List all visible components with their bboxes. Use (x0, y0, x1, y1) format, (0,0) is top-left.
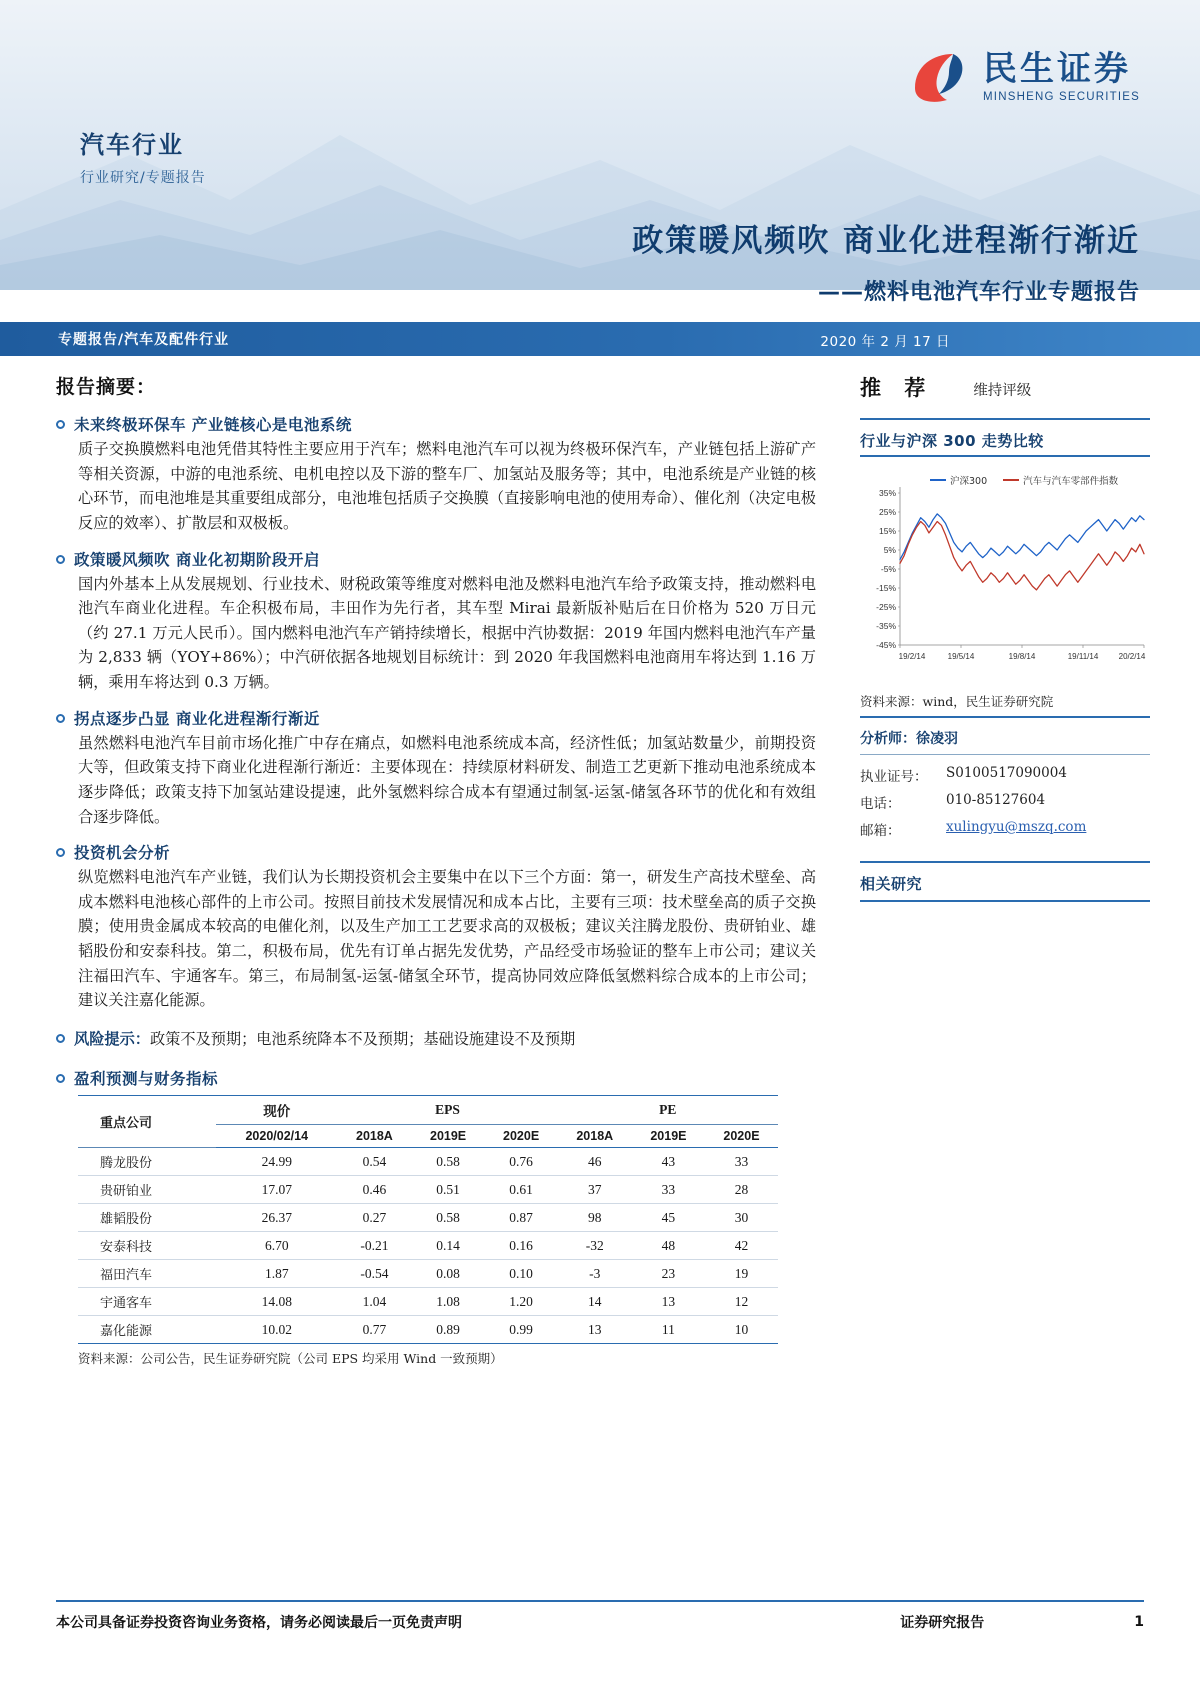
report-meta-bar (0, 322, 1200, 356)
risk-text: 政策不及预期；电池系统降本不及预期；基础设施建设不及预期 (149, 1029, 576, 1048)
summary-column (56, 372, 816, 1379)
meta-date: 2020 年 2 月 17 日 (820, 334, 950, 350)
cell-price: 14.08 (216, 1288, 337, 1316)
field-license (860, 765, 1150, 785)
svg-text:-25%: -25% (876, 602, 896, 612)
chart-panel-title: 行业与沪深 300 走势比较 (860, 432, 1044, 450)
cell-company: 福田汽车 (78, 1260, 216, 1288)
meta-category: 专题报告/汽车及配件行业 (58, 332, 230, 348)
svg-text:35%: 35% (878, 488, 896, 498)
cell-pe-2019e: 23 (632, 1260, 705, 1288)
th-eps-2019e: 2019E (412, 1125, 485, 1148)
sidebar-column (860, 372, 1150, 912)
cell-pe-2018a: 46 (558, 1148, 632, 1176)
cell-pe-2019e: 48 (632, 1232, 705, 1260)
brand-name-cn: 民生证券 (983, 49, 1132, 90)
cell-price: 10.02 (216, 1316, 337, 1344)
chart-source: 资料来源：wind，民生证券研究院 (860, 694, 1054, 709)
cell-pe-2019e: 13 (632, 1288, 705, 1316)
related-research-title: 相关研究 (860, 875, 923, 893)
cell-pe-2019e: 43 (632, 1148, 705, 1176)
summary-item (56, 707, 816, 830)
email-link[interactable]: xulingyu@mszq.com (946, 819, 1087, 835)
company-logo (909, 48, 1140, 108)
svg-text:-35%: -35% (876, 621, 896, 631)
cell-company: 宇通客车 (78, 1288, 216, 1316)
cell-pe-2018a: 98 (558, 1204, 632, 1232)
th-eps-2018a: 2018A (337, 1125, 411, 1148)
cell-pe-2020e: 10 (705, 1316, 778, 1344)
cell-eps-2019e: 0.08 (412, 1260, 485, 1288)
analyst-name: 分析师：徐凌羽 (860, 731, 958, 747)
svg-text:-5%: -5% (880, 564, 896, 574)
cell-price: 6.70 (216, 1232, 337, 1260)
table-row (78, 1316, 778, 1344)
fin-table-section (56, 1067, 816, 1367)
risk-item (56, 1027, 816, 1051)
cell-eps-2019e: 0.89 (412, 1316, 485, 1344)
cell-pe-2020e: 30 (705, 1204, 778, 1232)
summary-item (56, 413, 816, 536)
cell-company: 嘉化能源 (78, 1316, 216, 1344)
th-price-date: 2020/02/14 (216, 1125, 337, 1148)
cell-price: 26.37 (216, 1204, 337, 1232)
cell-pe-2020e: 33 (705, 1148, 778, 1176)
divider (860, 418, 1150, 420)
table-row (78, 1204, 778, 1232)
cell-pe-2018a: -32 (558, 1232, 632, 1260)
summary-item-title: 投资机会分析 (74, 844, 171, 863)
cell-company: 安泰科技 (78, 1232, 216, 1260)
chart-svg (860, 467, 1150, 682)
risk-label: 风险提示： (74, 1029, 150, 1048)
cell-price: 24.99 (216, 1148, 337, 1176)
svg-text:15%: 15% (878, 526, 896, 536)
cell-eps-2019e: 0.58 (412, 1148, 485, 1176)
page-number: 1 (1134, 1614, 1144, 1630)
field-value: 010-85127604 (946, 792, 1046, 808)
cell-eps-2018a: 0.77 (337, 1316, 411, 1344)
table-row (78, 1288, 778, 1316)
bullet-dot-icon (56, 1074, 65, 1083)
th-price: 现价 (216, 1096, 337, 1125)
rating-value: 维持评级 (973, 383, 1032, 399)
field-email (860, 819, 1150, 839)
cell-eps-2018a: -0.21 (337, 1232, 411, 1260)
rating-row (860, 372, 1150, 412)
cell-eps-2019e: 0.51 (412, 1176, 485, 1204)
th-pe-2018a: 2018A (558, 1125, 632, 1148)
summary-item-body: 虽然燃料电池汽车目前市场化推广中存在痛点，如燃料电池系统成本高，经济性低；加氢站数量少，前期投资大等，但政策支持下商业化进程渐行渐近：主要体现在：持续原材料研发、制造工艺更新下推动电池系统成本逐步降低；政策支持下加氢站建设提速，此外氢燃料综合成本有望通过制氢-运氢-储氢各环节的优化和有效组合逐步降低。 (78, 733, 816, 826)
bullet-dot-icon (56, 555, 65, 564)
th-pe: PE (558, 1096, 778, 1125)
cell-eps-2020e: 0.87 (485, 1204, 558, 1232)
table-row (78, 1232, 778, 1260)
svg-text:-15%: -15% (876, 583, 896, 593)
index-comparison-chart (860, 467, 1150, 682)
cell-pe-2018a: -3 (558, 1260, 632, 1288)
divider (860, 900, 1150, 902)
cell-eps-2019e: 0.14 (412, 1232, 485, 1260)
fin-table-source: 资料来源：公司公告，民生证券研究院（公司 EPS 均采用 Wind 一致预期） (78, 1351, 503, 1367)
cell-eps-2018a: 1.04 (337, 1288, 411, 1316)
summary-item (56, 841, 816, 1013)
svg-text:-45%: -45% (876, 640, 896, 650)
rating-label: 推 荐 (860, 376, 934, 400)
footer-disclaimer: 本公司具备证券投资咨询业务资格，请务必阅读最后一页免责声明 (56, 1615, 462, 1631)
summary-item-title: 未来终极环保车 产业链核心是电池系统 (74, 416, 352, 434)
cell-pe-2020e: 28 (705, 1176, 778, 1204)
cell-pe-2020e: 19 (705, 1260, 778, 1288)
cell-eps-2020e: 0.10 (485, 1260, 558, 1288)
cell-pe-2018a: 14 (558, 1288, 632, 1316)
th-pe-2019e: 2019E (632, 1125, 705, 1148)
cell-pe-2018a: 37 (558, 1176, 632, 1204)
summary-item-body: 质子交换膜燃料电池凭借其特性主要应用于汽车；燃料电池汽车可以视为终极环保汽车，产业链包括上游矿产等相关资源，中游的电池系统、电机电控以及下游的整车厂、加氢站及服务等；其中，电池系统是产业链的核心环节，而电池堆是其重要组成部分，电池堆包括质子交换膜（直接影响电池的使用寿命）、催化剂（决定电极反应的效率）、扩散层和双极板。 (78, 440, 816, 532)
table-row (78, 1260, 778, 1288)
divider (860, 754, 1150, 755)
field-value: S0100517090004 (946, 765, 1067, 781)
cell-eps-2018a: 0.54 (337, 1148, 411, 1176)
bullet-dot-icon (56, 420, 65, 429)
cell-pe-2018a: 13 (558, 1316, 632, 1344)
svg-text:19/2/14: 19/2/14 (898, 652, 926, 661)
summary-item-title: 政策暖风频吹 商业化初期阶段开启 (74, 550, 320, 569)
chart-legend (930, 473, 1118, 487)
footer-divider (56, 1600, 1144, 1602)
summary-item (56, 548, 816, 695)
footer-doc-type: 证券研究报告 (900, 1615, 985, 1631)
cell-company: 腾龙股份 (78, 1148, 216, 1176)
cell-eps-2020e: 0.16 (485, 1232, 558, 1260)
cell-pe-2019e: 33 (632, 1176, 705, 1204)
table-row (78, 1148, 778, 1176)
report-subtitle: ——燃料电池汽车行业专题报告 (817, 280, 1140, 305)
th-eps: EPS (337, 1096, 557, 1125)
cell-eps-2019e: 0.58 (412, 1204, 485, 1232)
logo-mark-icon (909, 48, 969, 108)
bullet-dot-icon (56, 714, 65, 723)
table-row (78, 1176, 778, 1204)
report-title: 政策暖风频吹 商业化进程渐行渐近 (632, 223, 1140, 259)
divider (860, 861, 1150, 863)
svg-text:25%: 25% (878, 507, 896, 517)
summary-heading: 报告摘要： (56, 376, 157, 398)
th-company: 重点公司 (78, 1096, 216, 1148)
summary-item-body: 国内外基本上从发展规划、行业技术、财税政策等维度对燃料电池及燃料电池汽车给予政策支持，推动燃料电池汽车商业化进程。车企积极布局，丰田作为先行者，其车型 Mirai 最新版补贴后在日价格为 520 万日元（约 27.1 万元人民币）。国内燃料电池汽车产销持续增长，根据中汽协数据：2019 年国内燃料电池汽车产量为 2,833 辆（YOY+86%）；中汽研依据各地规划目标统计：到 2020 年我国燃料电池商用车将达到 1.16 万辆，乘用车将达到 0.3 万辆。 (78, 574, 816, 691)
legend-item-hs300: 沪深300 (930, 473, 987, 487)
cell-eps-2020e: 1.20 (485, 1288, 558, 1316)
fin-table-title: 盈利预测与财务指标 (74, 1070, 219, 1089)
divider (860, 716, 1150, 718)
summary-item-title: 拐点逐步凸显 商业化进程渐行渐近 (74, 709, 320, 728)
cell-eps-2019e: 1.08 (412, 1288, 485, 1316)
cell-pe-2020e: 12 (705, 1288, 778, 1316)
bullet-dot-icon (56, 848, 65, 857)
field-label: 执业证号： (860, 769, 928, 785)
cell-price: 1.87 (216, 1260, 337, 1288)
th-eps-2020e: 2020E (485, 1125, 558, 1148)
industry-label: 汽车行业 (80, 131, 184, 159)
cell-eps-2020e: 0.76 (485, 1148, 558, 1176)
cell-eps-2018a: 0.46 (337, 1176, 411, 1204)
financial-forecast-table (78, 1095, 778, 1344)
cell-price: 17.07 (216, 1176, 337, 1204)
svg-text:20/2/14: 20/2/14 (1118, 652, 1146, 661)
cell-eps-2018a: -0.54 (337, 1260, 411, 1288)
field-label: 电话： (860, 796, 901, 812)
cell-company: 贵研铂业 (78, 1176, 216, 1204)
report-type-label: 行业研究/专题报告 (80, 170, 206, 186)
cell-eps-2018a: 0.27 (337, 1204, 411, 1232)
svg-text:19/11/14: 19/11/14 (1067, 652, 1099, 661)
cell-pe-2019e: 11 (632, 1316, 705, 1344)
page-footer (56, 1612, 1144, 1632)
cell-pe-2020e: 42 (705, 1232, 778, 1260)
brand-name-en: MINSHENG SECURITIES (983, 91, 1140, 104)
legend-item-auto-index: 汽车与汽车零部件指数 (1003, 473, 1118, 487)
svg-text:5%: 5% (883, 545, 896, 555)
th-pe-2020e: 2020E (705, 1125, 778, 1148)
divider (860, 455, 1150, 457)
svg-text:19/5/14: 19/5/14 (947, 652, 975, 661)
cell-eps-2020e: 0.61 (485, 1176, 558, 1204)
cell-company: 雄韬股份 (78, 1204, 216, 1232)
bullet-dot-icon (56, 1034, 65, 1043)
cell-pe-2019e: 45 (632, 1204, 705, 1232)
summary-item-body: 纵览燃料电池汽车产业链，我们认为长期投资机会主要集中在以下三个方面：第一，研发生产高技术壁垒、高成本燃料电池核心部件的上市公司。按照目前技术发展情况和成本占比，主要有三项：技术壁垒高的质子交换膜；使用贵金属成本较高的电催化剂，以及生产加工工艺要求高的双极板；建议关注腾龙股份、贵研铂业、雄韬股份和安泰科技。第二，积极布局，优先有订单占据先发优势，产品经受市场验证的整车上市公司；建议关注福田汽车、宇通客车。第三，布局制氢-运氢-储氢全环节，提高协同效应降低氢燃料综合成本的上市公司；建议关注嘉化能源。 (78, 868, 816, 1010)
svg-text:19/8/14: 19/8/14 (1008, 652, 1036, 661)
field-phone (860, 792, 1150, 812)
cell-eps-2020e: 0.99 (485, 1316, 558, 1344)
field-label: 邮箱： (860, 823, 901, 839)
report-header (0, 0, 1200, 305)
